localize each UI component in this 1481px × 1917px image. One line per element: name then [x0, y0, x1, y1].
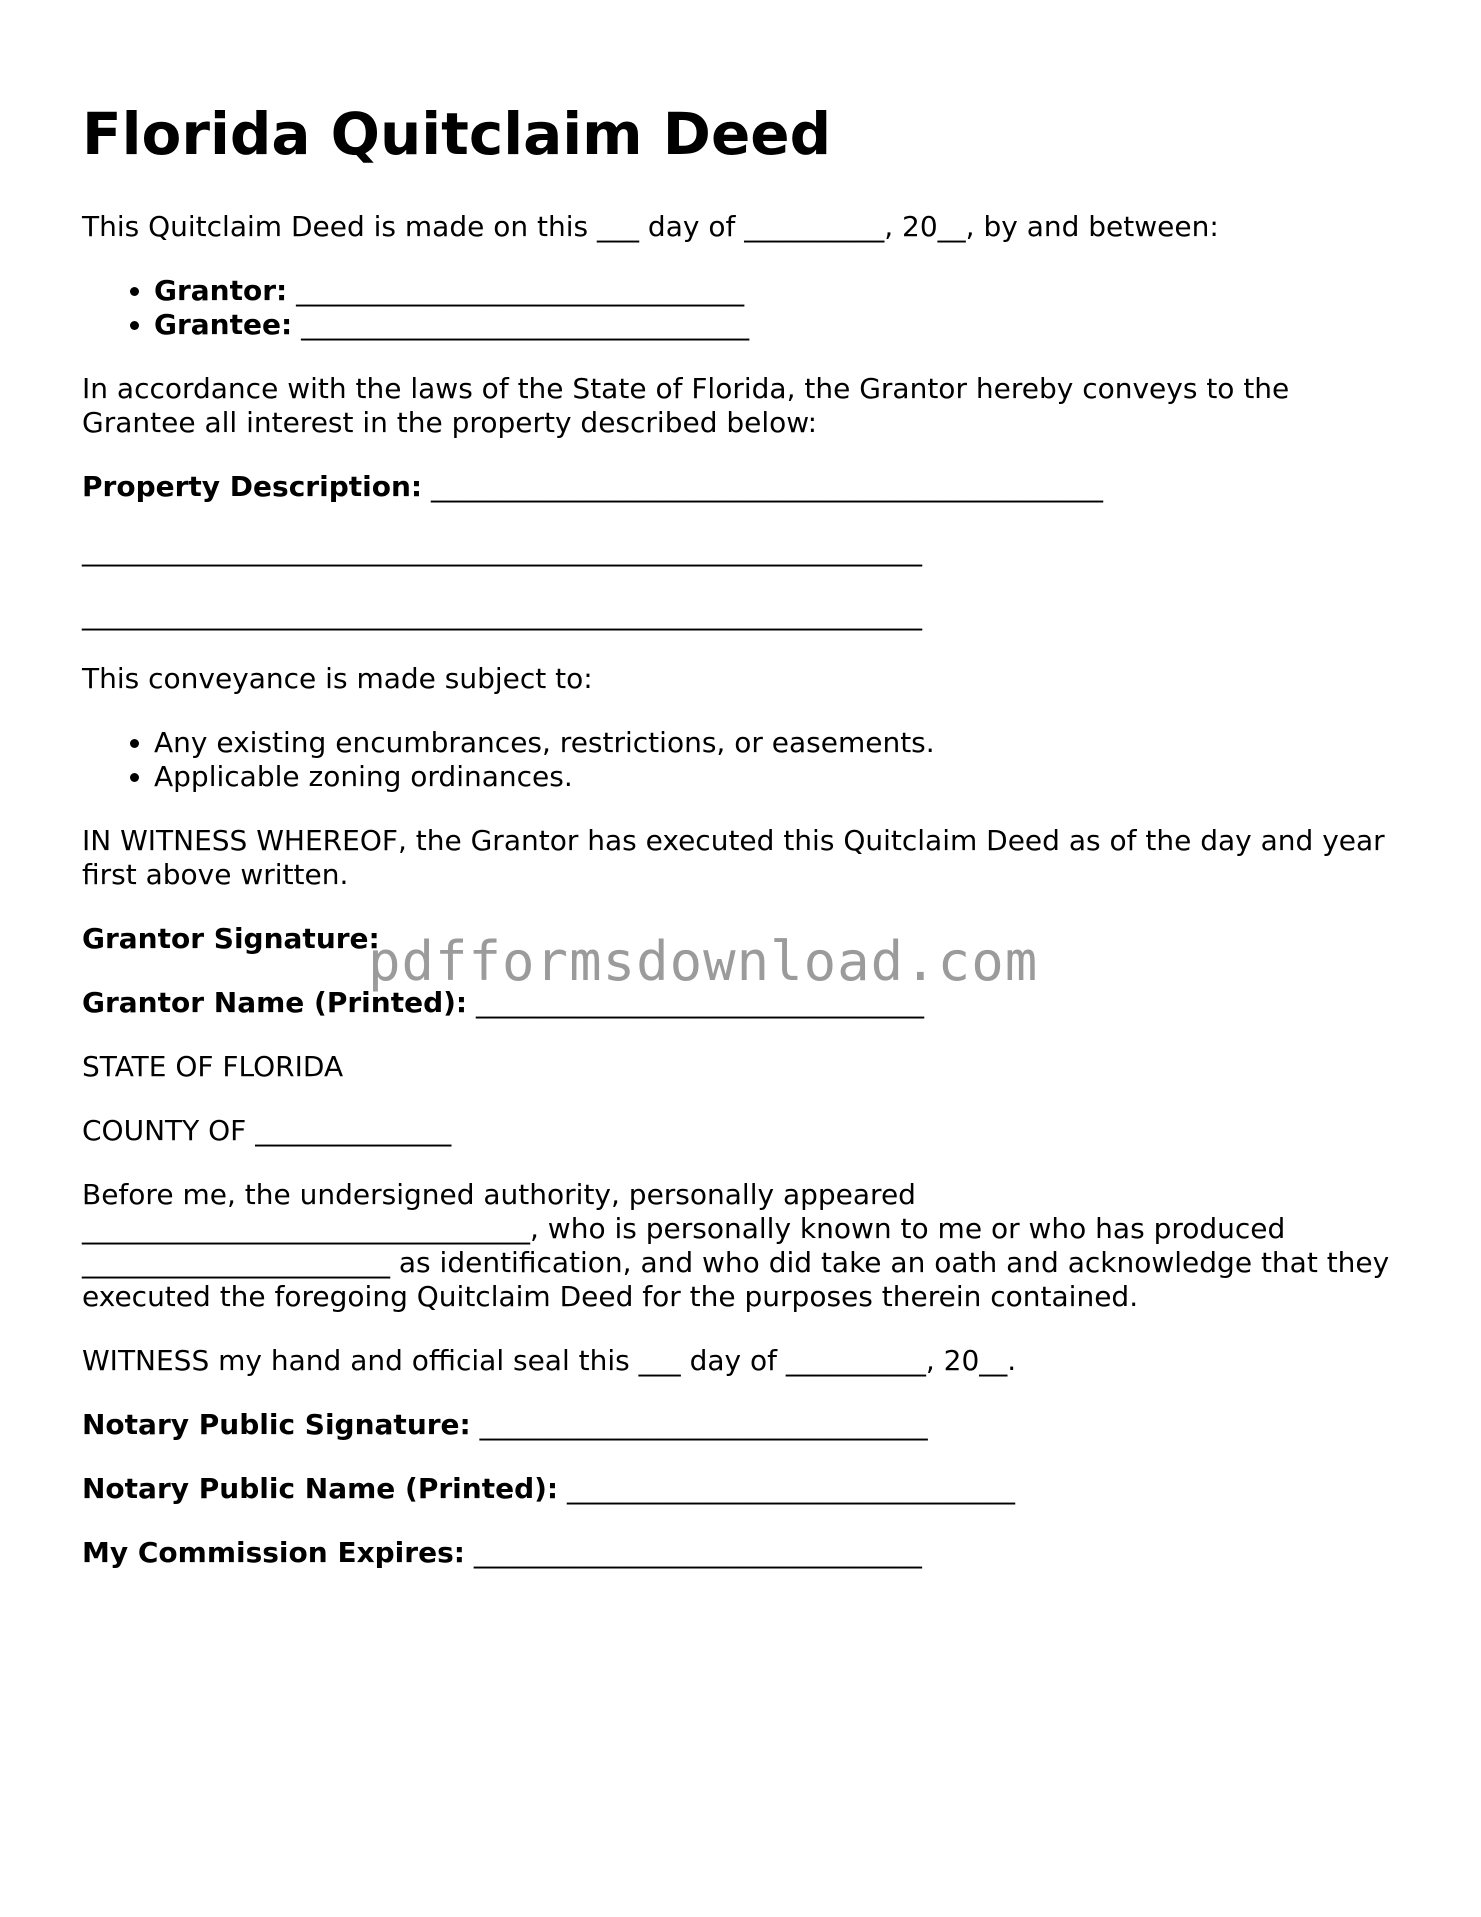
notary-signature-blank[interactable]: ________________________________: [479, 1407, 928, 1441]
property-description-blank[interactable]: ________________________________________________: [431, 469, 1103, 503]
watermark-text: pdfformsdownload.com: [368, 930, 1039, 993]
notary-name-blank[interactable]: ________________________________: [567, 1471, 1016, 1505]
witness-hand-day-of: day of: [689, 1343, 777, 1377]
notary-appeared-name-blank[interactable]: ________________________________: [82, 1211, 530, 1245]
grantor-blank[interactable]: ________________________________: [296, 273, 745, 307]
notary-text-part2: , who is personally known to me or who has produced: [530, 1211, 1286, 1245]
witness-whereof-paragraph: IN WITNESS WHEREOF, the Grantor has executed this Quitclaim Deed as of the day and year first above written.: [82, 823, 1385, 891]
notary-identification-blank[interactable]: ______________________: [82, 1245, 390, 1279]
grantee-label: Grantee:: [154, 307, 293, 341]
state-line: STATE OF FLORIDA: [82, 1049, 344, 1083]
intro-prefix: This Quitclaim Deed is made on this: [82, 209, 589, 243]
county-row: [82, 1114, 1402, 1148]
property-description-row: [82, 470, 1402, 504]
conveyance-paragraph: In accordance with the laws of the State of Florida, the Grantor hereby conveys to the Grantee all interest in the property described below:: [82, 371, 1290, 439]
notary-signature-row: [82, 1408, 1402, 1442]
notary-signature-label: Notary Public Signature:: [82, 1407, 471, 1441]
subject-to-list: [82, 726, 1402, 794]
property-extra-line-1[interactable]: ____________________________________________________________: [82, 533, 922, 567]
intro-year: , 20__, by and between:: [884, 209, 1219, 243]
witness-hand-paragraph: [82, 1344, 1402, 1378]
notary-text-part3: as identification, and who did take an oath and acknowledge that they executed the foregoing Quitclaim Deed for the purposes therein contained.: [82, 1245, 1390, 1313]
subject-to-item: • Any existing encumbrances, restrictions, or easements.: [154, 726, 1402, 760]
witness-hand-prefix: WITNESS my hand and official seal this: [82, 1343, 630, 1377]
party-grantee: [154, 308, 1402, 342]
parties-list: [82, 274, 1402, 342]
witness-hand-year: , 20__.: [925, 1343, 1017, 1377]
document-page: [82, 100, 1402, 1600]
notary-acknowledgment-paragraph: [82, 1178, 1402, 1314]
commission-expires-blank[interactable]: ________________________________: [473, 1535, 922, 1569]
grantee-blank[interactable]: ________________________________: [301, 307, 750, 341]
notary-name-label: Notary Public Name (Printed):: [82, 1471, 559, 1505]
document-title: Florida Quitclaim Deed: [82, 100, 832, 168]
commission-expires-label: My Commission Expires:: [82, 1535, 465, 1569]
grantor-name-blank[interactable]: ________________________________: [476, 985, 925, 1019]
county-label: COUNTY OF: [82, 1113, 247, 1147]
property-description-label: Property Description:: [82, 469, 423, 503]
witness-hand-month-blank[interactable]: __________: [785, 1343, 926, 1377]
grantor-signature-label: Grantor Signature:: [82, 921, 380, 955]
notary-text-part1: Before me, the undersigned authority, personally appeared: [82, 1177, 916, 1211]
county-blank[interactable]: ______________: [255, 1113, 452, 1147]
subject-to-lead: This conveyance is made subject to:: [82, 661, 593, 695]
intro-day-blank[interactable]: ___: [597, 209, 640, 243]
grantor-name-label: Grantor Name (Printed):: [82, 985, 468, 1019]
commission-expires-row: [82, 1536, 1402, 1570]
intro-month-blank[interactable]: __________: [744, 209, 885, 243]
witness-hand-day-blank[interactable]: ___: [638, 1343, 681, 1377]
grantor-label: Grantor:: [154, 273, 288, 307]
party-grantor: [154, 274, 1402, 308]
intro-paragraph: [82, 210, 1402, 244]
property-extra-line-2[interactable]: ____________________________________________________________: [82, 597, 922, 631]
notary-name-row: [82, 1472, 1402, 1506]
subject-to-item: • Applicable zoning ordinances.: [154, 760, 1402, 794]
intro-day-of: day of: [647, 209, 736, 243]
